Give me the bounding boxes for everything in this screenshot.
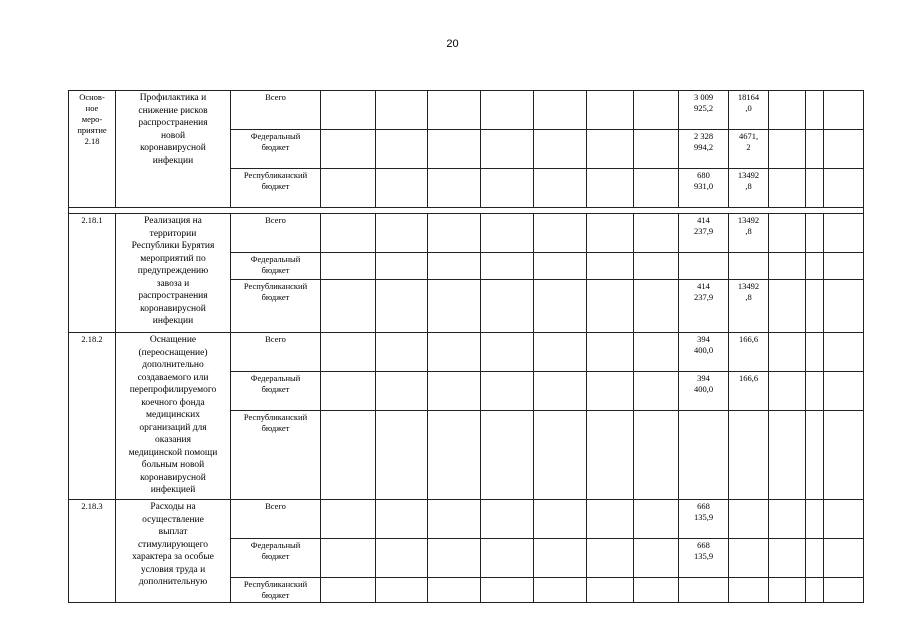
measure-name-text: Профилактика и снижение рисков распространения новой коронавирусной инфекции [138,93,208,166]
amount-total-text: 680 931,0 [693,170,714,191]
empty-cell [824,253,864,280]
empty-cell [481,539,534,578]
funding-source-text: Всего [265,215,286,225]
empty-cell [534,169,587,208]
amount-year-text: 13492 ,8 [737,215,760,236]
empty-cell [481,253,534,280]
empty-cell [806,253,824,280]
empty-cell [769,214,806,253]
amount-total [679,280,729,333]
empty-cell [824,578,864,603]
budget-table [68,90,864,603]
empty-cell [376,372,428,411]
amount-total [679,130,729,169]
empty-cell [806,333,824,372]
empty-cell [428,253,481,280]
empty-cell [428,372,481,411]
empty-cell [376,280,428,333]
empty-cell [481,500,534,539]
empty-cell [534,333,587,372]
empty-cell [806,539,824,578]
amount-total [679,253,729,280]
empty-cell [634,333,679,372]
empty-cell [428,214,481,253]
empty-cell [824,539,864,578]
amount-total-text: 414 237,9 [693,215,714,236]
empty-cell [428,500,481,539]
empty-cell [321,539,376,578]
amount-year-text: 13492 ,8 [737,281,760,302]
empty-cell [376,169,428,208]
empty-cell [769,333,806,372]
empty-cell [376,411,428,500]
empty-cell [587,539,634,578]
empty-cell [587,411,634,500]
empty-cell [824,130,864,169]
empty-cell [587,333,634,372]
empty-cell [534,578,587,603]
empty-cell [321,280,376,333]
empty-cell [321,333,376,372]
empty-cell [634,578,679,603]
amount-total-text: 394 400,0 [693,373,714,394]
empty-cell [428,280,481,333]
funding-source-text: Всего [265,501,286,511]
empty-cell [376,333,428,372]
amount-year [729,539,769,578]
empty-cell [769,411,806,500]
amount-year [729,500,769,539]
funding-source [231,333,321,372]
empty-cell [534,411,587,500]
amount-total-text: 3 009 925,2 [693,92,714,113]
empty-cell [806,280,824,333]
amount-year [729,91,769,130]
empty-cell [321,214,376,253]
measure-code [69,214,116,333]
table-body [69,91,864,603]
page-number: 20 [446,38,459,50]
empty-cell [481,130,534,169]
amount-total-text: 668 135,9 [693,501,714,522]
funding-source [231,372,321,411]
empty-cell [634,500,679,539]
measure-code-text: Основ- ное меро- приятие 2.18 [77,92,107,146]
empty-cell [769,280,806,333]
empty-cell [769,578,806,603]
empty-cell [806,411,824,500]
empty-cell [806,169,824,208]
empty-cell [428,333,481,372]
empty-cell [587,280,634,333]
amount-year [729,333,769,372]
table-row [69,214,864,253]
empty-cell [428,91,481,130]
amount-year [729,578,769,603]
table-row [69,500,864,539]
empty-cell [824,333,864,372]
measure-name [116,214,231,333]
empty-cell [824,411,864,500]
empty-cell [634,280,679,333]
measure-code [69,333,116,500]
empty-cell [587,91,634,130]
empty-cell [481,91,534,130]
empty-cell [321,411,376,500]
empty-cell [321,130,376,169]
empty-cell [824,91,864,130]
empty-cell [587,253,634,280]
amount-year [729,372,769,411]
empty-cell [428,169,481,208]
measure-code [69,500,116,603]
empty-cell [587,578,634,603]
funding-source-text: Федеральный бюджет [250,373,301,394]
amount-year-text: 166,6 [738,334,759,344]
funding-source [231,411,321,500]
empty-cell [481,214,534,253]
empty-cell [534,372,587,411]
empty-cell [806,372,824,411]
measure-name [116,500,231,603]
empty-cell [534,500,587,539]
funding-source-text: Республиканский бюджет [243,170,308,191]
funding-source-text: Всего [265,92,286,102]
empty-cell [481,333,534,372]
empty-cell [769,91,806,130]
amount-total [679,539,729,578]
amount-year [729,280,769,333]
measure-code-text: 2.18.3 [81,501,103,511]
amount-year [729,169,769,208]
empty-cell [824,280,864,333]
amount-total-text: 414 237,9 [693,281,714,302]
empty-cell [428,539,481,578]
funding-source-text: Республиканский бюджет [243,281,308,302]
empty-cell [769,169,806,208]
empty-cell [634,539,679,578]
amount-year-text: 18164 ,0 [737,92,760,113]
empty-cell [824,169,864,208]
empty-cell [376,500,428,539]
funding-source [231,539,321,578]
funding-source [231,280,321,333]
amount-total [679,333,729,372]
amount-total-text: 394 400,0 [693,334,714,355]
funding-source [231,500,321,539]
empty-cell [769,539,806,578]
empty-cell [321,91,376,130]
empty-cell [587,130,634,169]
empty-cell [376,214,428,253]
empty-cell [321,253,376,280]
measure-name [116,91,231,208]
empty-cell [376,130,428,169]
amount-total [679,91,729,130]
empty-cell [769,500,806,539]
amount-total-text: 668 135,9 [693,540,714,561]
empty-cell [534,214,587,253]
measure-name-text: Расходы на осуществление выплат стимулирующего характера за особые условия труда и дополнительную [132,502,214,587]
amount-total [679,411,729,500]
empty-cell [428,130,481,169]
funding-source [231,91,321,130]
empty-cell [587,169,634,208]
empty-cell [587,500,634,539]
empty-cell [824,500,864,539]
amount-year-text: 4671, 2 [738,131,759,152]
amount-total [679,169,729,208]
measure-name [116,333,231,500]
empty-cell [376,253,428,280]
empty-cell [824,372,864,411]
empty-cell [376,91,428,130]
empty-cell [769,253,806,280]
empty-cell [806,91,824,130]
empty-cell [321,169,376,208]
empty-cell [534,91,587,130]
amount-year [729,253,769,280]
amount-year [729,411,769,500]
funding-source-text: Республиканский бюджет [243,579,308,600]
empty-cell [587,214,634,253]
empty-cell [481,578,534,603]
empty-cell [321,372,376,411]
amount-total [679,500,729,539]
empty-cell [321,500,376,539]
empty-cell [481,169,534,208]
empty-cell [481,411,534,500]
funding-source-text: Всего [265,334,286,344]
empty-cell [481,372,534,411]
empty-cell [806,578,824,603]
empty-cell [534,130,587,169]
funding-source-text: Федеральный бюджет [250,131,301,152]
empty-cell [634,214,679,253]
table-row [69,91,864,130]
amount-total [679,578,729,603]
funding-source-text: Федеральный бюджет [250,254,301,275]
empty-cell [806,130,824,169]
empty-cell [428,411,481,500]
amount-year-text: 166,6 [738,373,759,383]
empty-cell [824,214,864,253]
amount-total [679,372,729,411]
amount-year [729,214,769,253]
measure-code-text: 2.18.2 [81,334,103,344]
empty-cell [769,372,806,411]
empty-cell [481,280,534,333]
empty-cell [806,500,824,539]
amount-year-text: 13492 ,8 [737,170,760,191]
empty-cell [534,253,587,280]
empty-cell [634,253,679,280]
measure-code-text: 2.18.1 [81,215,103,225]
empty-cell [534,280,587,333]
empty-cell [634,411,679,500]
empty-cell [376,578,428,603]
empty-cell [634,130,679,169]
funding-source-text: Федеральный бюджет [250,540,301,561]
measure-name-text: Реализация на территории Республики Бурятия мероприятий по предупреждению завоза и распространения коронавирусной инфекции [131,216,215,326]
table-row [69,333,864,372]
amount-year [729,130,769,169]
funding-source [231,169,321,208]
funding-source [231,253,321,280]
amount-total [679,214,729,253]
empty-cell [769,130,806,169]
empty-cell [587,372,634,411]
funding-source [231,578,321,603]
funding-source-text: Республиканский бюджет [243,412,308,433]
empty-cell [806,214,824,253]
measure-name-text: Оснащение (переоснащение) дополнительно создаваемого или перепрофилируемого коечного фонда медицинских организаций для оказания медицинской помощи больным новой коронавирусной инфекцией [128,335,218,495]
empty-cell [634,372,679,411]
empty-cell [634,169,679,208]
funding-source [231,130,321,169]
empty-cell [634,91,679,130]
amount-total-text: 2 328 994,2 [693,131,714,152]
empty-cell [428,578,481,603]
empty-cell [534,539,587,578]
funding-source [231,214,321,253]
empty-cell [321,578,376,603]
measure-code [69,91,116,208]
empty-cell [376,539,428,578]
